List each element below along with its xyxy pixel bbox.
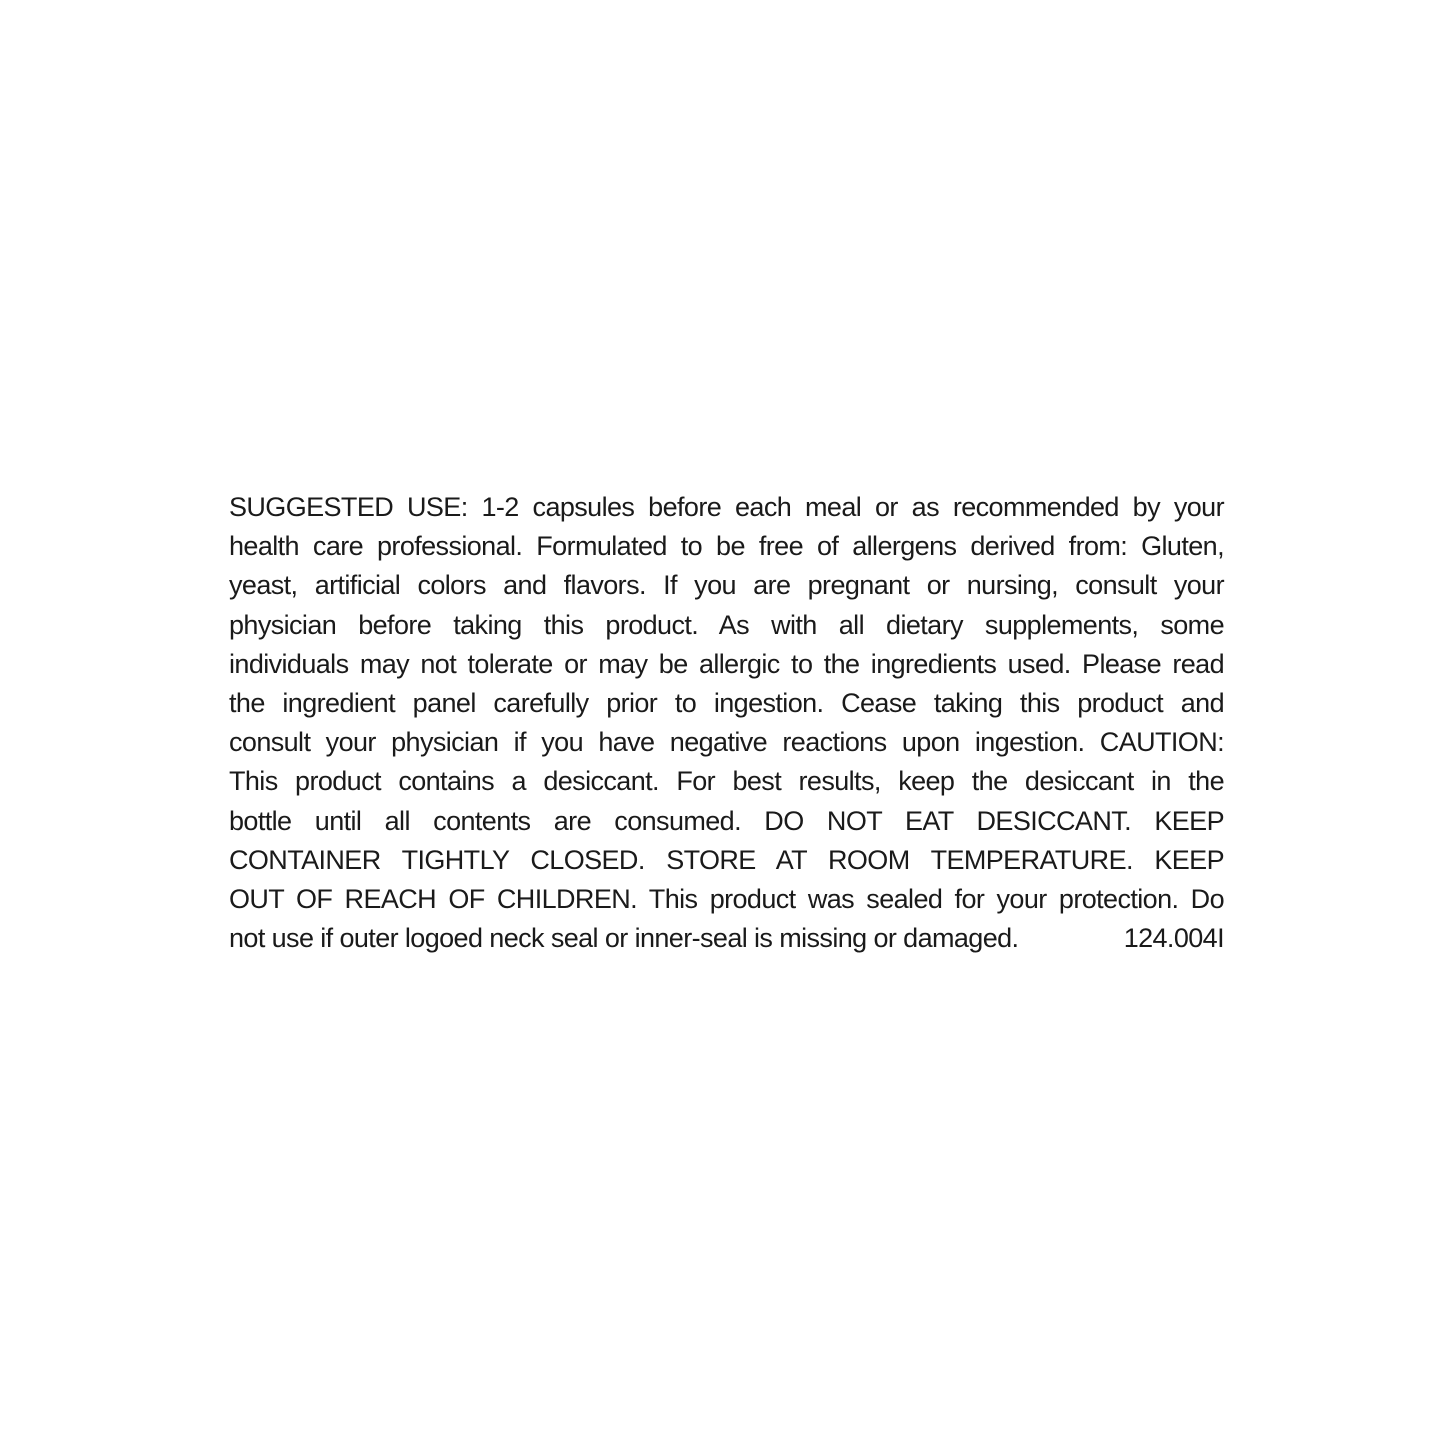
label-line-5: individuals may not tolerate or may be allergic to the ingredients used. Please read: [229, 648, 1224, 679]
label-line-12: [229, 919, 1224, 958]
label-line-8: This product contains a desiccant. For best results, keep the desiccant in the: [229, 766, 1224, 797]
label-line-9: bottle until all contents are consumed. DO NOT EAT DESICCANT. KEEP: [229, 805, 1224, 836]
label-line-11: OUT OF REACH OF CHILDREN. This product was sealed for your protection. Do: [229, 883, 1224, 914]
label-line-4: physician before taking this product. As with all dietary supplements, some: [229, 609, 1224, 640]
label-line-7: consult your physician if you have negative reactions upon ingestion. CAUTION:: [229, 727, 1224, 758]
label-line-1: SUGGESTED USE: 1-2 capsules before each meal or as recommended by your: [229, 492, 1224, 522]
label-line-3: yeast, artificial colors and flavors. If you are pregnant or nursing, consult your: [229, 570, 1224, 601]
label-text-panel: [229, 488, 1224, 958]
label-line-2: health care professional. Formulated to be free of allergens derived from: Gluten,: [229, 531, 1224, 562]
product-code: 124.004I: [1123, 923, 1224, 954]
label-line-6: the ingredient panel carefully prior to ingestion. Cease taking this product and: [229, 687, 1224, 718]
label-closing-text: not use if outer logoed neck seal or inner-seal is missing or damaged.: [229, 923, 1019, 954]
label-line-10: CONTAINER TIGHTLY CLOSED. STORE AT ROOM TEMPERATURE. KEEP: [229, 844, 1224, 875]
